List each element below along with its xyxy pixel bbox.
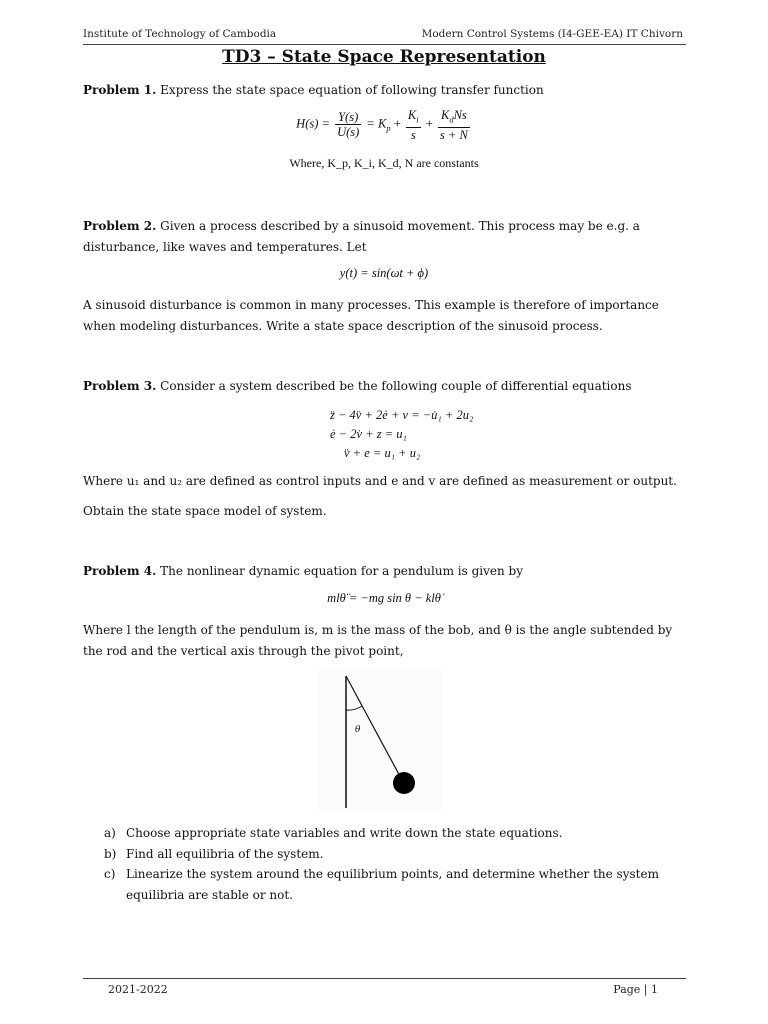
equation-1: z̈ − 4v̈ + 2ė + v = −u̇₁ + 2u₂ bbox=[330, 408, 474, 422]
equation-2: ė − 2v̇ + z = u₁ bbox=[330, 427, 407, 441]
problem-3-text-2: Where u₁ and u₂ are defined as control inputs and e and v are defined as measurement or output. bbox=[83, 474, 677, 488]
problem-3-equations bbox=[330, 406, 550, 463]
header-rule bbox=[83, 44, 686, 45]
problem-3-label: Problem 3. bbox=[83, 379, 157, 393]
problem-4-text-2: Where l the length of the pendulum is, m is the mass of the bob, and θ is the angle subtended by the rod and the vertical axis through the pivot point, bbox=[83, 623, 673, 658]
problem-2-text: Given a process described by a sinusoid movement. This process may be e.g. a disturbance, like waves and temperatures. Let bbox=[83, 219, 640, 254]
problem-4-task-list bbox=[104, 823, 664, 905]
equation-3: v̈ + e = u₁ + u₂ bbox=[344, 446, 421, 460]
problem-2-label: Problem 2. bbox=[83, 219, 157, 233]
theta-label: θ bbox=[355, 725, 361, 735]
list-item: c) Linearize the system around the equilibrium points, and determine whether the system equilibria are stable or not. bbox=[104, 867, 659, 902]
problem-1-statement bbox=[83, 80, 683, 101]
footer-page-number: Page | 1 bbox=[613, 983, 658, 996]
problem-4-equation: mlθ̈ = −mg sin θ − klθ̇ bbox=[327, 591, 441, 605]
problem-1-equation: H(s) = $\frac{Y(s)}{U(s)}$ = $K_p$ + $\frac{K_i}{s}$ + $\frac{K_dNs}{s + N}$ bbox=[296, 108, 468, 142]
problem-3-statement bbox=[83, 376, 683, 397]
problem-1-where: Where, K_p, K_i, K_d, N are constants bbox=[289, 156, 479, 170]
problem-2-statement bbox=[83, 216, 683, 257]
angle-arc bbox=[346, 706, 362, 710]
problem-1-label: Problem 1. bbox=[83, 83, 157, 97]
footer-year: 2021-2022 bbox=[108, 983, 168, 996]
problem-2-equation: y(t) = sin(ωt + ϕ) bbox=[339, 266, 429, 280]
problem-4-statement bbox=[83, 561, 683, 582]
footer-rule bbox=[83, 978, 686, 979]
header-institution: Institute of Technology of Cambodia bbox=[83, 28, 277, 40]
pendulum-diagram bbox=[318, 668, 442, 810]
problem-3-text-3: Obtain the state space model of system. bbox=[83, 504, 327, 518]
pendulum-bob bbox=[393, 772, 415, 794]
pendulum-figure bbox=[318, 668, 442, 810]
problem-1-text: Express the state space equation of following transfer function bbox=[160, 83, 544, 97]
page-title: TD3 – State Space Representation bbox=[222, 47, 546, 67]
list-item: b) Find all equilibria of the system. bbox=[104, 846, 324, 861]
list-item: a) Choose appropriate state variables and write down the state equations. bbox=[104, 826, 563, 840]
problem-2-text-2: A sinusoid disturbance is common in many processes. This example is therefore of importance when modeling disturbances. Write a state space description of the sinusoid process. bbox=[83, 298, 659, 333]
problem-4-text: The nonlinear dynamic equation for a pendulum is given by bbox=[160, 564, 523, 578]
problem-4-label: Problem 4. bbox=[83, 564, 157, 578]
problem-3-text: Consider a system described be the following couple of differential equations bbox=[160, 379, 632, 393]
header-course: Modern Control Systems (I4-GEE-EA) IT Chivorn bbox=[421, 28, 683, 40]
